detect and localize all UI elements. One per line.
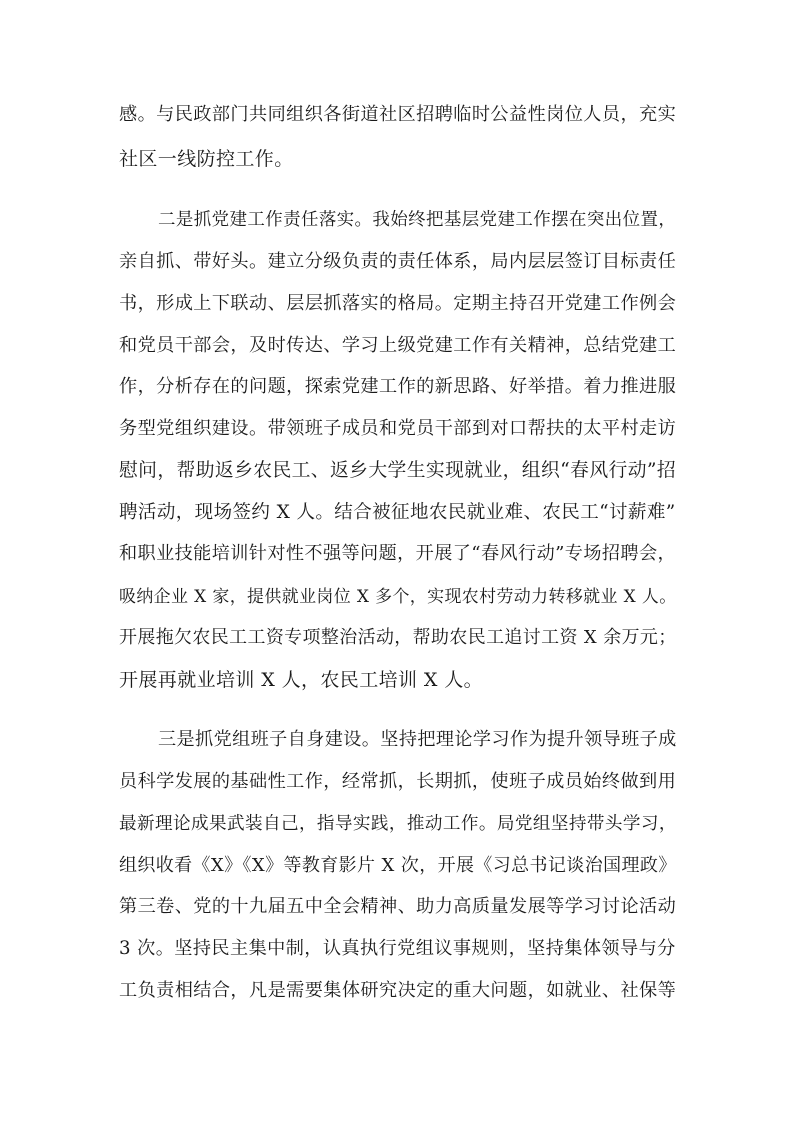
text-line: 吸纳企业 X 家，提供就业岗位 X 多个，实现农村劳动力转移就业 X 人。 [119,586,677,606]
text-line: 3 次。坚持民主集中制，认真执行党组议事规则，坚持集体领导与分 [119,938,676,959]
text-line: 第三卷、党的十九届五中全会精神、助力高质量发展等学习讨论活动 [119,896,677,917]
text-line: 工负责相结合，凡是需要集体研究决定的重大问题，如就业、社保等 [119,980,677,1001]
text-line: 务型党组织建设。带领班子成员和党员干部到对口帮扶的太平村走访 [119,418,677,439]
text-line: 社区一线防控工作。 [119,148,294,170]
text-line: 组织收看《X》《X》等教育影片 X 次，开展《习总书记谈治国理政》 [119,855,677,876]
text-line: 和党员干部会，及时传达、学习上级党建工作有关精神，总结党建工 [119,335,677,356]
paragraph-first-line: 二是抓党建工作责任落实。我始终把基层党建工作摆在突出位置， [158,210,677,230]
text-line: 亲自抓、带好头。建立分级负责的责任体系，局内层层签订目标责任 [119,251,677,272]
text-line: 最新理论成果武装自己，指导实践，推动工作。局党组坚持带头学习， [119,814,677,834]
text-line: 作，分析存在的问题，探索党建工作的新思路、好举措。着力推进服 [119,376,677,397]
text-line: 开展再就业培训 X 人，农民工培训 X 人。 [119,669,484,691]
text-line: 和职业技能培训针对性不强等问题，开展了“春风行动”专场招聘会， [119,543,677,564]
text-line: 聘活动，现场签约 X 人。结合被征地农民就业难、农民工“讨薪难” [119,502,676,523]
text-line: 感。与民政部门共同组织各街道社区招聘临时公益性岗位人员，充实 [119,104,677,125]
text-line: 开展拖欠农民工工资专项整治活动，帮助农民工追讨工资 X 余万元； [119,627,677,648]
text-line: 慰问，帮助返乡农民工、返乡大学生实现就业，组织“春风行动”招 [119,460,677,481]
text-line: 员科学发展的基础性工作，经常抓，长期抓，使班子成员始终做到用 [119,771,677,792]
text-line: 书，形成上下联动、层层抓落实的格局。定期主持召开党建工作例会 [119,293,677,314]
paragraph-first-line: 三是抓党组班子自身建设。坚持把理论学习作为提升领导班子成 [158,729,677,750]
